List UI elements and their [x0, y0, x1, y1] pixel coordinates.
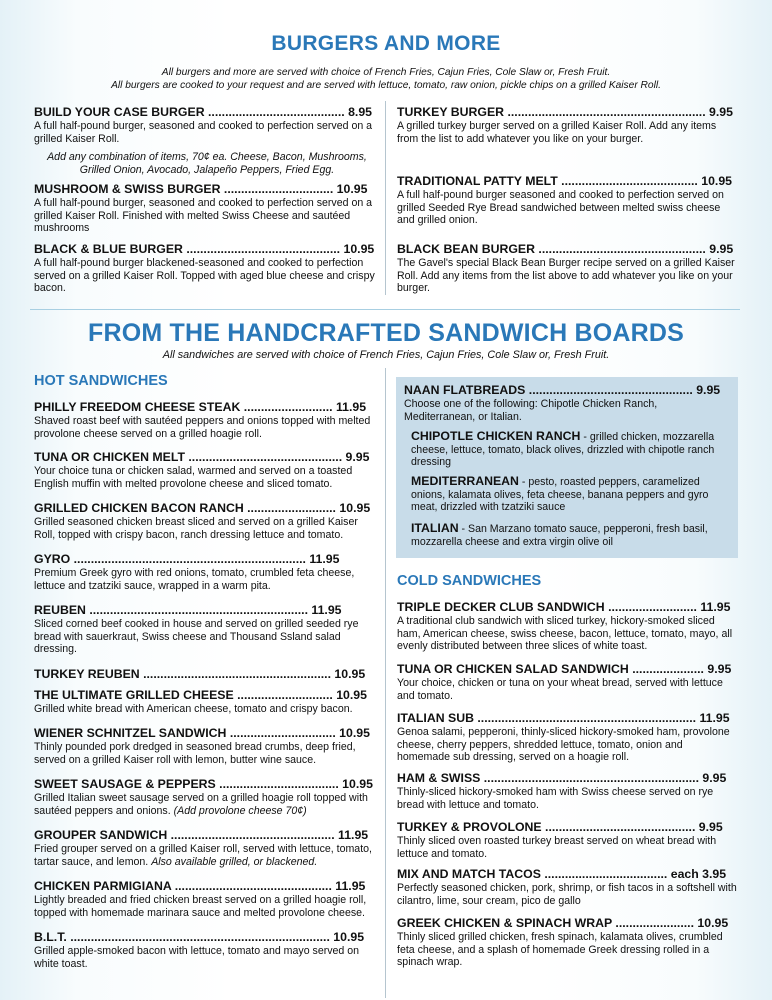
item-name: ITALIAN SUB ................................................................ 11.95 [397, 711, 730, 725]
item-name: TURKEY BURGER .......................................................... 9.95 [397, 105, 733, 119]
menu-item [397, 820, 737, 860]
item-name: MIX AND MATCH TACOS .................................... each 3.95 [397, 867, 727, 881]
item-desc-note: Also available grilled, or blackened. [151, 855, 318, 868]
item-desc-note: (Add provolone cheese 70¢) [173, 804, 307, 817]
item-name: CHICKEN PARMIGIANA .............................................. 11.95 [34, 879, 366, 893]
item-desc: Choose one of the following: Chipotle Chicken Ranch, Mediterranean, or Italian. [404, 398, 658, 423]
item-name: GREEK CHICKEN & SPINACH WRAP ....................... 10.95 [397, 916, 729, 930]
menu-item [34, 777, 378, 817]
item-desc: A full half-pound burger, seasoned and cooked to perfection served on a grilled Kaiser Roll. Finished with melted Swiss Cheese and sautéed mushrooms [34, 197, 373, 235]
menu-item [34, 667, 378, 682]
naan-option-desc: - grilled chicken, mozzarella cheese, lettuce, tomato, black olives, drizzled with chipotle ranch dressing [411, 431, 715, 469]
item-desc: Thinly-sliced hickory-smoked ham with Swiss cheese served on rye bread with lettuce and tomato. [397, 786, 714, 811]
sandwiches-note: All sandwiches are served with choice of French Fries, Cajun Fries, Cole Slaw or, Fresh Fruit. [162, 349, 610, 361]
menu-item [34, 930, 378, 970]
item-name: TUNA OR CHICKEN MELT ............................................. 9.95 [34, 450, 370, 464]
item-name: SWEET SAUSAGE & PEPPERS ................................... 10.95 [34, 777, 373, 791]
item-desc: Thinly pounded pork dredged in seasoned bread crumbs, deep fried, served on a grilled Kaiser roll with lemon, butter wine sauce. [34, 741, 356, 766]
item-desc: The Gavel's special Black Bean Burger recipe served on a grilled Kaiser Roll. Add any items from the list above to add whatever you like on your burger. [397, 257, 735, 295]
item-desc: Your choice tuna or chicken salad, warmed and served on a toasted English muffin with melted provolone cheese and sliced tomato. [34, 465, 353, 490]
menu-item [34, 879, 378, 919]
naan-option [411, 522, 729, 548]
item-desc: A full half-pound burger seasoned and cooked to perfection served on grilled Seeded Rye Bread sandwiched between melted swiss cheese and grilled onion. [397, 189, 724, 227]
item-desc: Genoa salami, pepperoni, thinly-sliced hickory-smoked ham, provolone cheese, cherry peppers, shredded lettuce, tomato, onion and homemade sub dressing, served on a hoagie roll. [397, 726, 730, 764]
item-desc-text: Grilled Italian sweet sausage served on a grilled hoagie roll topped with sautéed peppers and onions. [34, 792, 368, 817]
naan-option-name: CHIPOTLE CHICKEN RANCH [411, 429, 581, 443]
naan-option-name: ITALIAN [411, 521, 459, 535]
item-desc: Shaved roast beef with sautéed peppers and onions topped with melted provolone cheese served on a grilled hoagie roll. [34, 415, 371, 440]
item-name: REUBEN ................................................................ 11.95 [34, 603, 342, 617]
cold-sandwiches-heading: COLD SANDWICHES [397, 573, 542, 589]
item-desc [34, 843, 378, 868]
menu-item [34, 828, 378, 868]
item-desc-text: Fried grouper served on a grilled Kaiser roll, served with lettuce, tomato, tartar sauce, and lemon. [34, 843, 372, 868]
menu-item [397, 662, 737, 702]
item-desc: A traditional club sandwich with sliced turkey, hickory-smoked sliced ham, American cheese, swiss cheese, bacon, lettuce, tomato, mayo, all evenly distributed between three slices of white toast. [397, 615, 733, 653]
item-name: B.L.T. ............................................................................ 10.95 [34, 930, 365, 944]
menu-item [34, 552, 378, 592]
burgers-title: BURGERS AND MORE [271, 32, 501, 55]
item-desc: Grilled white bread with American cheese, tomato and crispy bacon. [34, 703, 353, 715]
menu-item [397, 867, 737, 907]
item-desc: Grilled apple-smoked bacon with lettuce, tomato and mayo served on white toast. [34, 945, 360, 970]
item-name: BUILD YOUR CASE BURGER ........................................ 8.95 [34, 105, 373, 119]
item-name: TURKEY REUBEN ....................................................... 10.95 [34, 667, 366, 681]
item-desc: A grilled turkey burger served on a grilled Kaiser Roll. Add any items from the list to add whatever you like on your burger. [397, 120, 717, 145]
item-name: GRILLED CHICKEN BACON RANCH .......................... 10.95 [34, 501, 371, 515]
item-desc: Lightly breaded and fried chicken breast served on a grilled hoagie roll, topped with homemade marinara sauce and melted provolone cheese. [34, 894, 367, 919]
menu-item [397, 600, 737, 653]
item-name: TURKEY & PROVOLONE ............................................ 9.95 [397, 820, 723, 834]
menu-item [34, 242, 378, 295]
item-name: PHILLY FREEDOM CHEESE STEAK .......................... 11.95 [34, 400, 367, 414]
menu-item [404, 383, 730, 423]
item-name: TRADITIONAL PATTY MELT ........................................ 10.95 [397, 174, 733, 188]
item-desc: Sliced corned beef cooked in house and served on grilled seeded rye bread with sauerkraut, Swiss cheese and Thousand Ssland salad dressing. [34, 618, 359, 656]
item-name: BLACK & BLUE BURGER ............................................. 10.95 [34, 242, 375, 256]
menu-item [34, 105, 378, 145]
menu-item [397, 105, 737, 145]
item-desc: A full half-pound burger blackened-seasoned and cooked to perfection served on a grilled Kaiser Roll. Topped with aged blue cheese and crispy bacon. [34, 257, 375, 295]
item-desc: Thinly sliced grilled chicken, fresh spinach, kalamata olives, crumbled feta cheese, and a splash of homemade Greek dressing rolled in a spinach wrap. [397, 931, 723, 969]
item-desc: Grilled seasoned chicken breast sliced and served on a grilled Kaiser Roll, topped with crispy bacon, ranch dressing lettuce and tomato. [34, 516, 358, 541]
item-name: WIENER SCHNITZEL SANDWICH ............................... 10.95 [34, 726, 370, 740]
item-name: TRIPLE DECKER CLUB SANDWICH .......................... 11.95 [397, 600, 731, 614]
menu-item [34, 501, 378, 541]
item-desc: Perfectly seasoned chicken, pork, shrimp, or fish tacos in a softshell with cilantro, lime, sour cream, pico de gallo [397, 882, 737, 907]
menu-item [34, 182, 378, 235]
naan-option-desc: - San Marzano tomato sauce, pepperoni, fresh basil, mozzarella cheese and extra virgin olive oil [411, 523, 708, 548]
item-name: MUSHROOM & SWISS BURGER ................................ 10.95 [34, 182, 368, 196]
burgers-note-2: All burgers are cooked to your request and are served with lettuce, tomato, raw onion, pickle chips on a grilled Kaiser Roll. [111, 80, 661, 91]
menu-item [34, 400, 378, 440]
menu-item [397, 711, 737, 764]
hot-sandwiches-heading: HOT SANDWICHES [34, 373, 168, 389]
menu-item [34, 603, 378, 656]
item-desc: Premium Greek gyro with red onions, tomato, crumbled feta cheese, lettuce and tzatziki sauce, wrapped in a warm pita. [34, 567, 355, 592]
menu-item [397, 916, 737, 969]
sandwich-divider [385, 368, 386, 998]
sandwiches-title: FROM THE HANDCRAFTED SANDWICH BOARDS [87, 319, 685, 347]
item-name: NAAN FLATBREADS ................................................ 9.95 [404, 383, 721, 397]
naan-option [411, 475, 729, 514]
item-name: THE ULTIMATE GRILLED CHEESE ............................ 10.95 [34, 688, 367, 702]
menu-item [34, 450, 378, 490]
section-divider [30, 309, 740, 310]
menu-item [34, 726, 378, 766]
menu-item [34, 688, 378, 716]
item-desc [34, 792, 378, 817]
menu-item [397, 242, 737, 295]
naan-option-name: MEDITERRANEAN [411, 474, 519, 488]
item-name: GYRO .................................................................... 11.95 [34, 552, 340, 566]
item-desc: A full half-pound burger, seasoned and cooked to perfection served on a grilled Kaiser Roll. [34, 120, 373, 145]
naan-option-desc: - pesto, roasted peppers, caramelized onions, kalamata olives, feta cheese, banana peppers and gyro meat, drizzled with tzatziki sauce [411, 476, 709, 514]
item-desc: Your choice, chicken or tuna on your wheat bread, served with lettuce and tomato. [397, 677, 723, 702]
item-name: GROUPER SANDWICH ................................................ 11.95 [34, 828, 369, 842]
menu-item [397, 771, 737, 811]
item-name: HAM & SWISS ............................................................... 9.95 [397, 771, 727, 785]
item-desc: Thinly sliced oven roasted turkey breast served on wheat bread with lettuce and tomato. [397, 835, 717, 860]
naan-option [411, 430, 729, 469]
item-name: BLACK BEAN BURGER ................................................. 9.95 [397, 242, 734, 256]
menu-item [397, 174, 737, 227]
burgers-divider [385, 101, 386, 295]
addons-note: Add any combination of items, 70¢ ea. Cheese, Bacon, Mushrooms, Grilled Onion, Avocado, Jalapeño Peppers, Fried Egg. [47, 151, 367, 176]
burgers-note-1: All burgers and more are served with choice of French Fries, Cajun Fries, Cole Slaw or, Fresh Fruit. [161, 67, 611, 78]
item-name: TUNA OR CHICKEN SALAD SANDWICH ..................... 9.95 [397, 662, 732, 676]
